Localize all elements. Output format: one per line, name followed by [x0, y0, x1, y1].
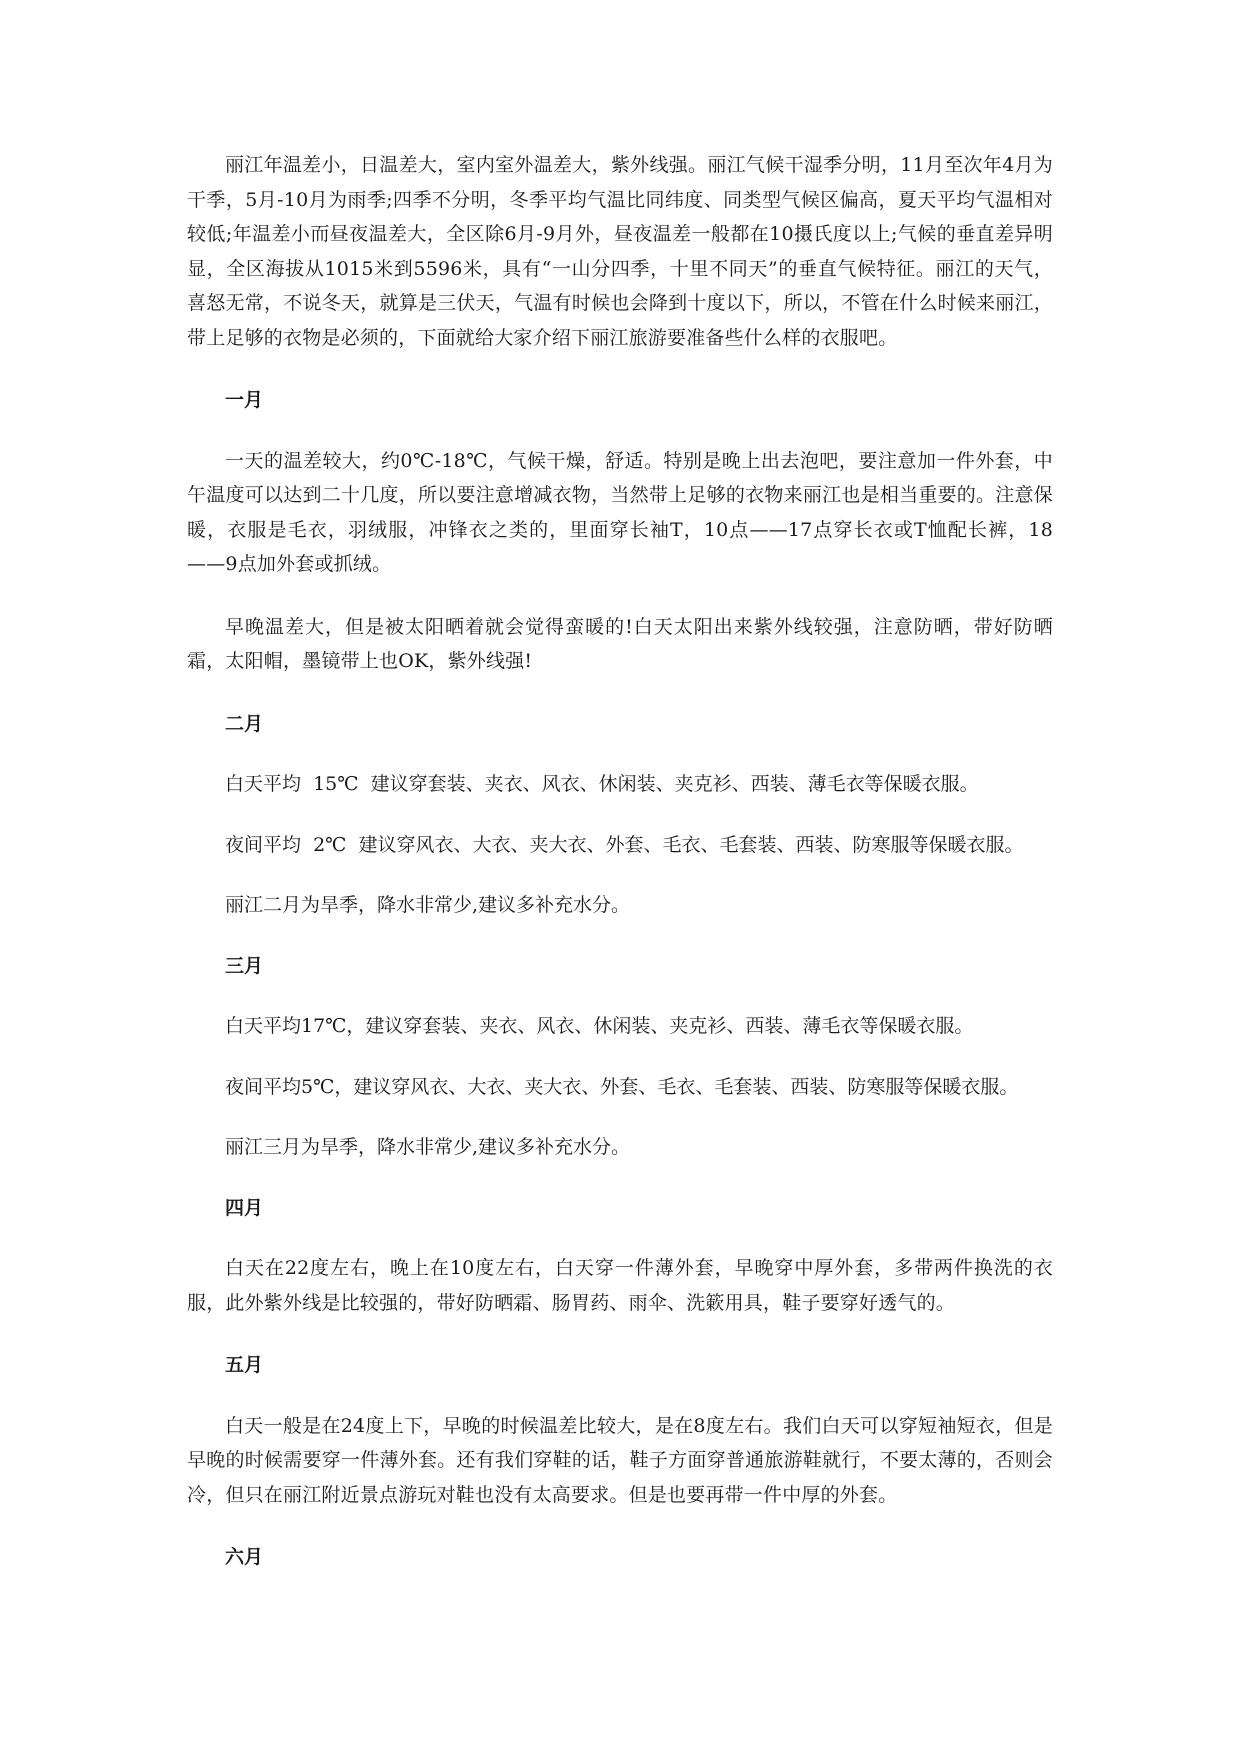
- section-march: [187, 949, 1053, 1165]
- section-january: [187, 383, 1053, 679]
- heading-march: 三月: [225, 954, 264, 977]
- january-paragraph-1: 一天的温差较大，约0℃-18℃，气候干燥，舒适。特别是晚上出去泡吧，要注意加一件外套，中午温度可以达到二十几度，所以要注意增减衣物，当然带上足够的衣物来丽江也是相当重要的。注意保暖，衣服是毛衣，羽绒服，冲锋衣之类的，里面穿长袖T，10点——17点穿长衣或T恤配长裤，18——9点加外套或抓绒。: [187, 449, 1053, 575]
- heading-april: 四月: [225, 1196, 264, 1219]
- april-paragraph: 白天在22度左右，晚上在10度左右，白天穿一件薄外套，早晚穿中厚外套，多带两件换洗的衣服，此外紫外线是比较强的，带好防晒霜、肠胃药、雨伞、洗簌用具，鞋子要穿好透气的。: [187, 1257, 1053, 1314]
- intro-paragraph: 丽江年温差小，日温差大，室内室外温差大，紫外线强。丽江气候干湿季分明，11月至次年4月为干季，5月-10月为雨季;四季不分明，冬季平均气温比同纬度、同类型气候区偏高，夏天平均气温相对较低;年温差小而昼夜温差大，全区除6月-9月外，昼夜温差一般都在10摄氏度以上;气候的垂直差异明显，全区海拔从1015米到5596米，具有“一山分四季，十里不同天”的垂直气候特征。丽江的天气，喜怒无常，不说冬天，就算是三伏天，气温有时候也会降到十度以下，所以，不管在什么时候来丽江，带上足够的衣物是必须的，下面就给大家介绍下丽江旅游要准备些什么样的衣服吧。: [187, 154, 1053, 349]
- heading-january: 一月: [225, 389, 264, 411]
- january-paragraph-2: 早晚温差大，但是被太阳晒着就会觉得蛮暖的!白天太阳出来紫外线较强，注意防晒，带好防晒霜，太阳帽，墨镜带上也OK，紫外线强!: [187, 615, 1053, 672]
- heading-february: 二月: [225, 712, 264, 735]
- section-february: [187, 707, 1053, 923]
- section-june: [187, 1540, 1053, 1575]
- heading-june: 六月: [225, 1546, 264, 1568]
- document-page: [187, 148, 1053, 1601]
- march-day: 白天平均17℃，建议穿套装、夹衣、风衣、休闲装、夹克衫、西装、薄毛衣等保暖衣服。: [225, 1015, 974, 1037]
- may-paragraph: 白天一般是在24度上下，早晚的时候温差比较大，是在8度左右。我们白天可以穿短袖短衣，但是早晚的时候需要穿一件薄外套。还有我们穿鞋的话，鞋子方面穿普通旅游鞋就行，不要太薄的，否则会冷，但只在丽江附近景点游玩对鞋也没有太高要求。但是也要再带一件中厚的外套。: [187, 1414, 1053, 1506]
- section-may: [187, 1348, 1053, 1512]
- march-note: 丽江三月为旱季，降水非常少,建议多补充水分。: [225, 1136, 631, 1158]
- february-day: 白天平均 15℃ 建议穿套装、夹衣、风衣、休闲装、夹克衫、西装、薄毛衣等保暖衣服。: [225, 773, 979, 795]
- february-note: 丽江二月为旱季，降水非常少,建议多补充水分。: [225, 894, 631, 916]
- march-night: 夜间平均5℃，建议穿风衣、大衣、夹大衣、外套、毛衣、毛套装、西装、防寒服等保暖衣服。: [225, 1075, 1019, 1098]
- section-april: [187, 1191, 1053, 1321]
- heading-may: 五月: [225, 1354, 264, 1376]
- february-night: 夜间平均 2℃ 建议穿风衣、大衣、夹大衣、外套、毛衣、毛套装、西装、防寒服等保暖衣服。: [225, 833, 1024, 856]
